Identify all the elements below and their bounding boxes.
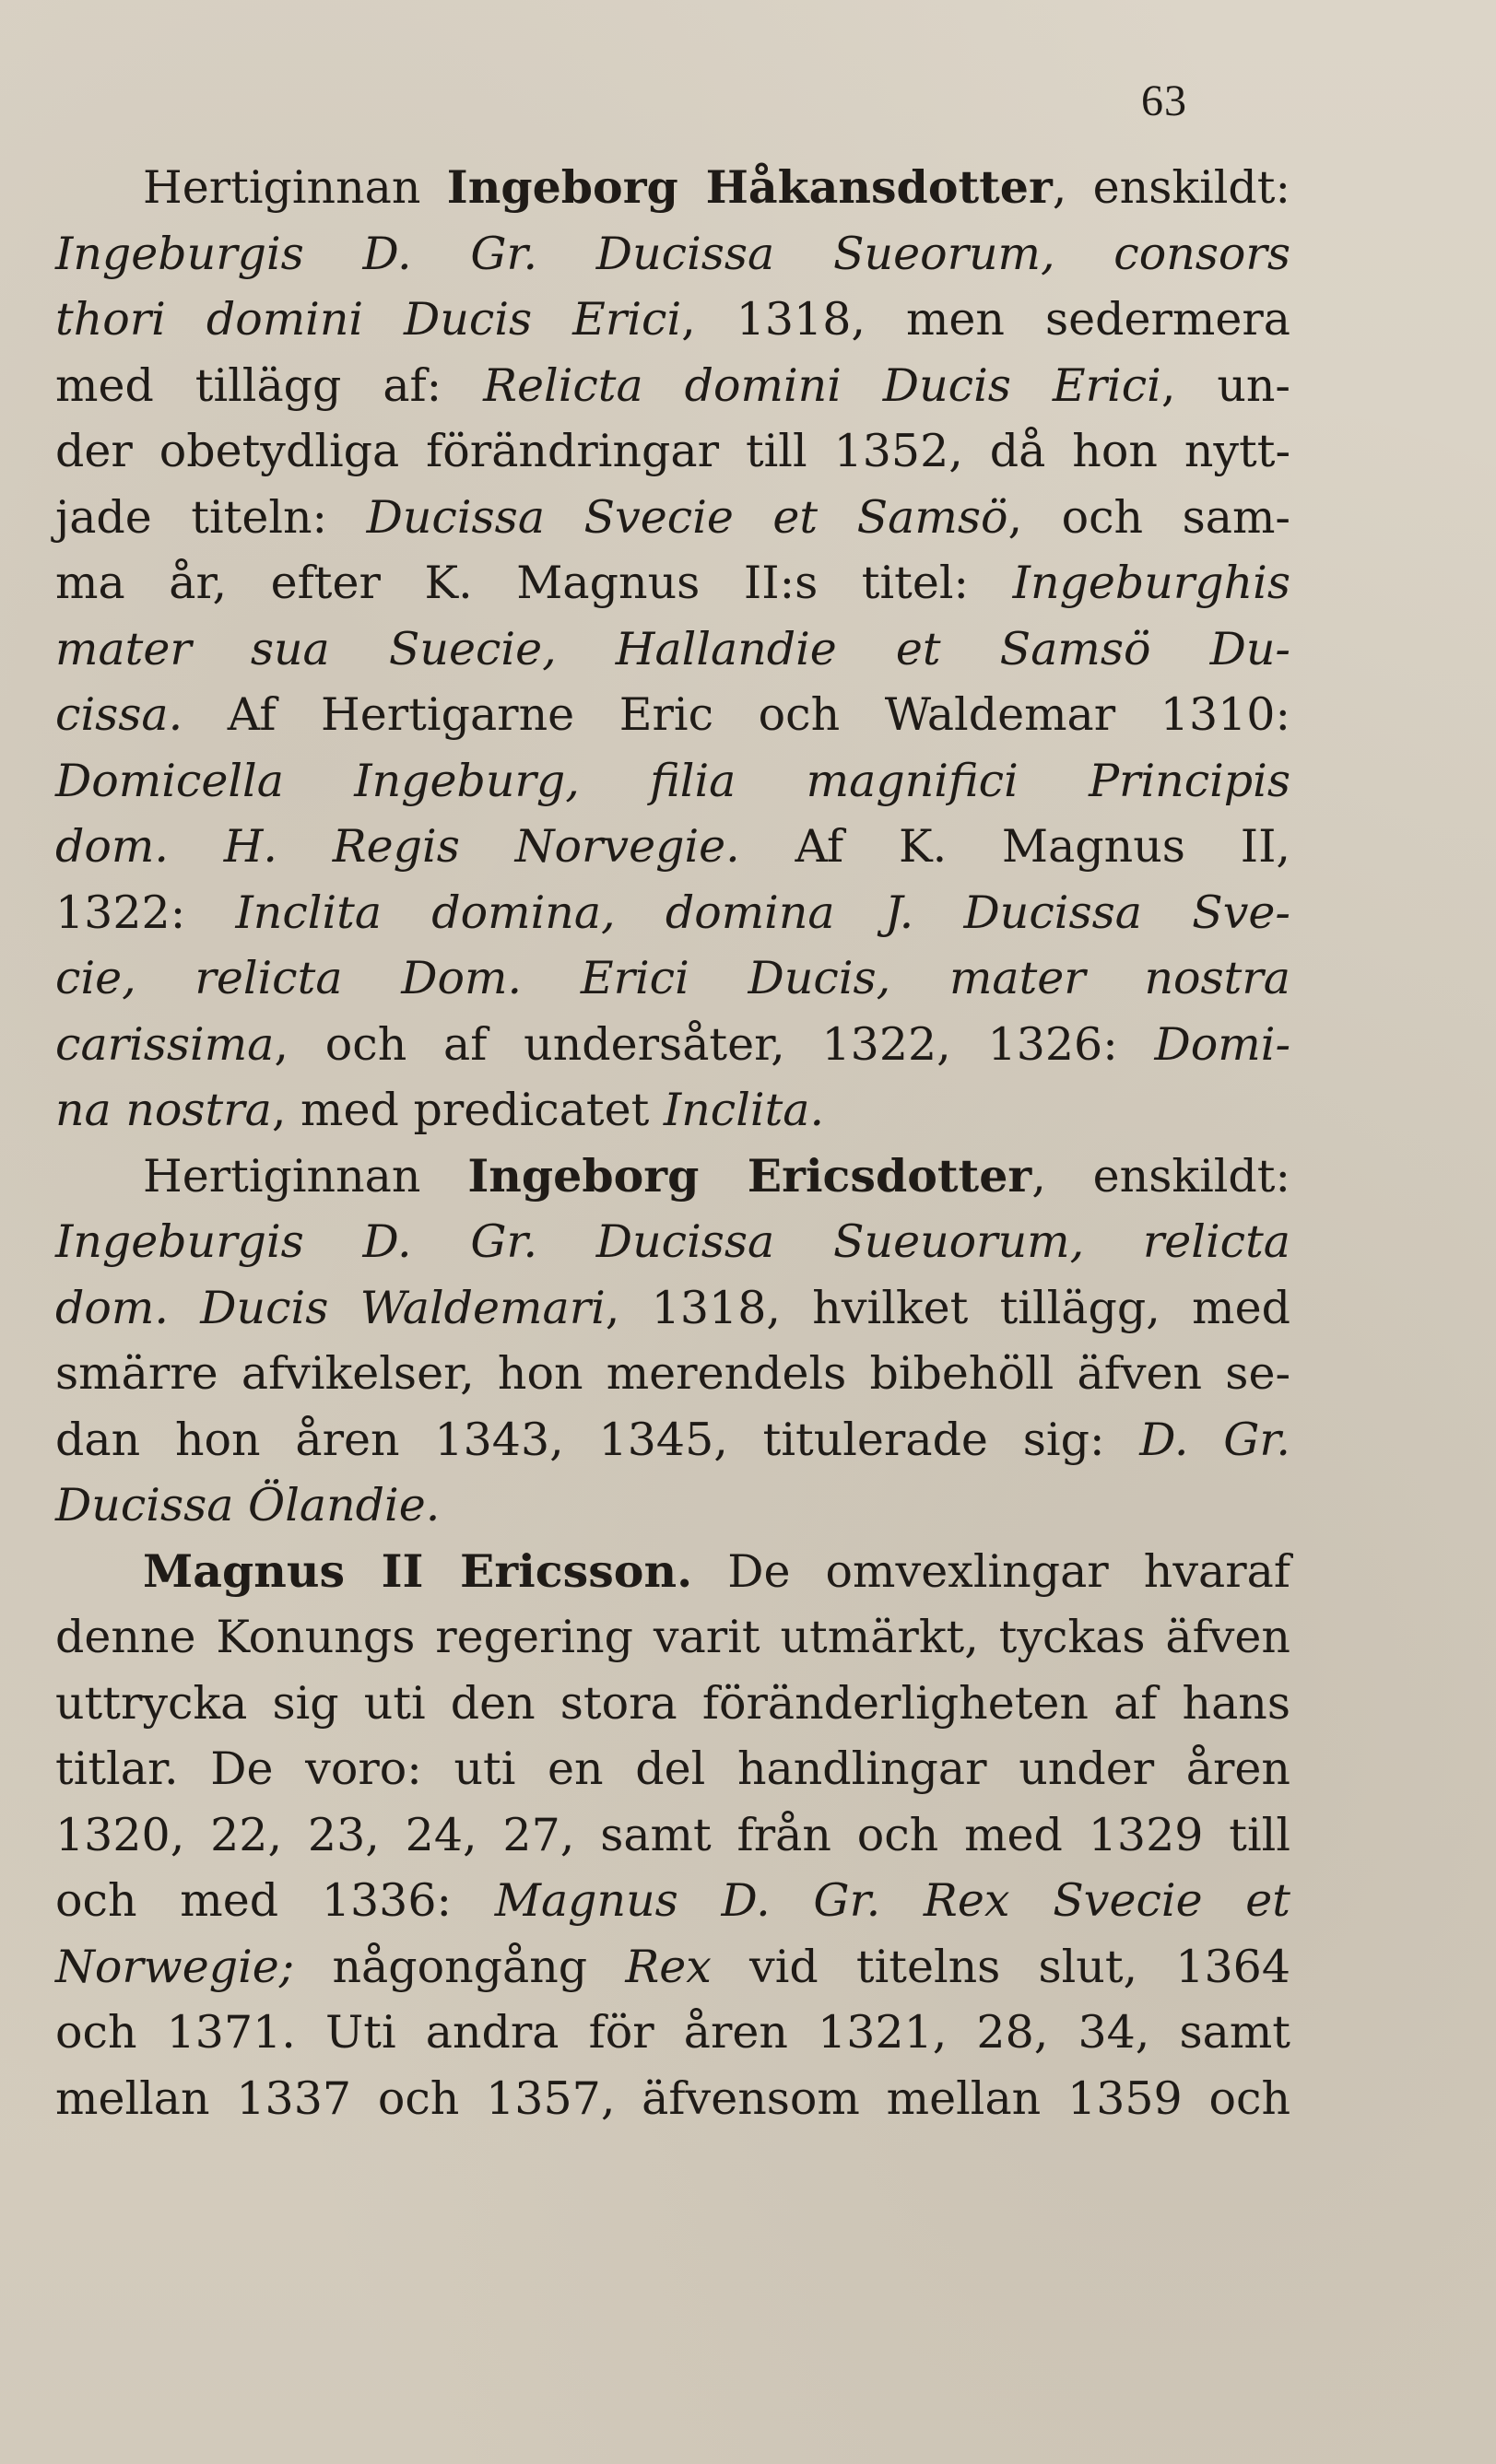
text-line [55,1473,1290,1539]
text-segment: Inclita. [663,1084,825,1136]
text-line [55,748,1290,815]
text-line [55,945,1290,1012]
text-segment: , 1318, hvilket tillägg, med [605,1281,1290,1334]
text-line [55,1341,1290,1407]
text-segment: Ducissa Svecie et Samsö [366,490,1008,544]
text-line [55,1802,1290,1869]
text-segment: , och sam- [1007,490,1290,544]
text-segment: vid titelns slut, 1364 [711,1940,1290,1993]
text-line [55,353,1290,419]
text-segment: Ingeburgis D. Gr. Ducissa Sueuorum, relicta [55,1215,1290,1268]
text-segment: thori domini Ducis Erici [55,293,682,346]
text-segment: smärre afvikelser, hon merendels bibehöll äfven se- [55,1347,1290,1400]
text-segment: Domicella Ingeburg, filia magnifici Principis [55,754,1290,807]
text-segment: , med predicatet [271,1084,664,1136]
text-line [55,155,1290,221]
text-segment: Ingeburgis D. Gr. Ducissa Sueorum, consors [55,227,1290,280]
text-segment: ma år, efter K. Magnus II:s titel: [55,557,1013,609]
text-segment: Ingeburghis [1012,557,1290,609]
text-segment: Hertiginnan [143,161,447,214]
text-line [55,418,1290,485]
text-segment: Af K. Magnus II, [739,820,1291,873]
text-segment: och 1371. Uti andra för åren 1321, 28, 34, samt [55,2006,1290,2059]
text-line [55,1868,1290,1934]
text-line [55,1012,1290,1078]
text-segment: D. Gr. [1139,1413,1290,1466]
text-segment: Hertiginnan [143,1149,468,1203]
body-text [55,155,1290,2131]
text-segment: Ducissa Ölandie. [55,1479,441,1531]
text-line [55,1407,1290,1473]
text-segment: cissa. [55,688,183,741]
text-segment: 1322: [55,886,236,939]
text-line [55,1736,1290,1802]
text-segment: Rex [625,1940,712,1993]
text-line [55,485,1290,551]
text-line [55,814,1290,880]
text-line [55,616,1290,683]
text-line [55,1275,1290,1342]
text-line [55,287,1290,353]
text-segment: dom. H. Regis Norvegie. [55,820,740,873]
text-segment: mellan 1337 och 1357, äfvensom mellan 1359 och [55,2071,1290,2125]
text-segment: någongång [294,1940,626,1993]
text-segment: mater sua Suecie, Hallandie et Samsö Du- [55,622,1290,675]
section-heading-text: Ingeborg Håkansdotter [446,160,1053,214]
text-segment: De omvexlingar hvaraf [692,1544,1291,1598]
text-segment: med tillägg af: [55,358,484,412]
text-segment: titlar. De voro: uti en del handlingar under åren [55,1742,1290,1795]
text-line [55,1934,1290,2001]
text-line [55,1539,1290,1605]
section-heading-text: Ingeborg Ericsdotter [467,1148,1032,1203]
text-segment: , enskildt: [1031,1149,1290,1203]
text-segment: Norwegie; [55,1940,295,1993]
text-line [55,2066,1290,2132]
page-number: 63 [1141,76,1187,125]
text-segment: der obetydliga förändringar till 1352, då hon nytt- [55,425,1290,477]
text-segment: cie, relicta Dom. Erici Ducis, mater nostra [55,952,1290,1004]
text-line [55,1077,1290,1144]
text-segment: Domi- [1154,1017,1290,1071]
text-segment: , enskildt: [1052,161,1290,214]
text-segment: uttrycka sig uti den stora föränderligheten af hans [55,1676,1290,1730]
text-segment: dom. Ducis Waldemari [55,1281,606,1334]
text-segment: , och af undersåter, 1322, 1326: [274,1017,1155,1071]
text-line [55,880,1290,946]
text-segment: Magnus D. Gr. Rex Svecie et [494,1874,1290,1927]
text-line [55,1671,1290,1737]
text-segment: , un- [1160,358,1290,412]
text-line [55,1209,1290,1275]
text-segment: carissima [55,1017,275,1071]
section-heading-text: Magnus II Ericsson. [143,1543,693,1598]
text-line [55,550,1290,616]
text-segment: jade titeln: [55,490,367,544]
text-segment: dan hon åren 1343, 1345, titulerade sig: [55,1413,1140,1466]
text-segment: 1320, 22, 23, 24, 27, samt från och med 1329 till [55,1808,1290,1861]
text-segment: , 1318, men sedermera [681,293,1290,346]
text-segment: Af Hertigarne Eric och Waldemar 1310: [183,688,1290,741]
text-line [55,2000,1290,2066]
text-segment: Relicta domini Ducis Erici [483,358,1161,412]
text-segment: denne Konungs regering varit utmärkt, tyckas äfven [55,1611,1290,1663]
text-segment: och med 1336: [55,1874,495,1927]
text-line [55,1144,1290,1210]
text-line [55,221,1290,287]
text-line [55,682,1290,748]
text-segment: na nostra [55,1084,272,1136]
text-segment: Inclita domina, domina J. Ducissa Sve- [235,886,1290,939]
text-line [55,1604,1290,1671]
